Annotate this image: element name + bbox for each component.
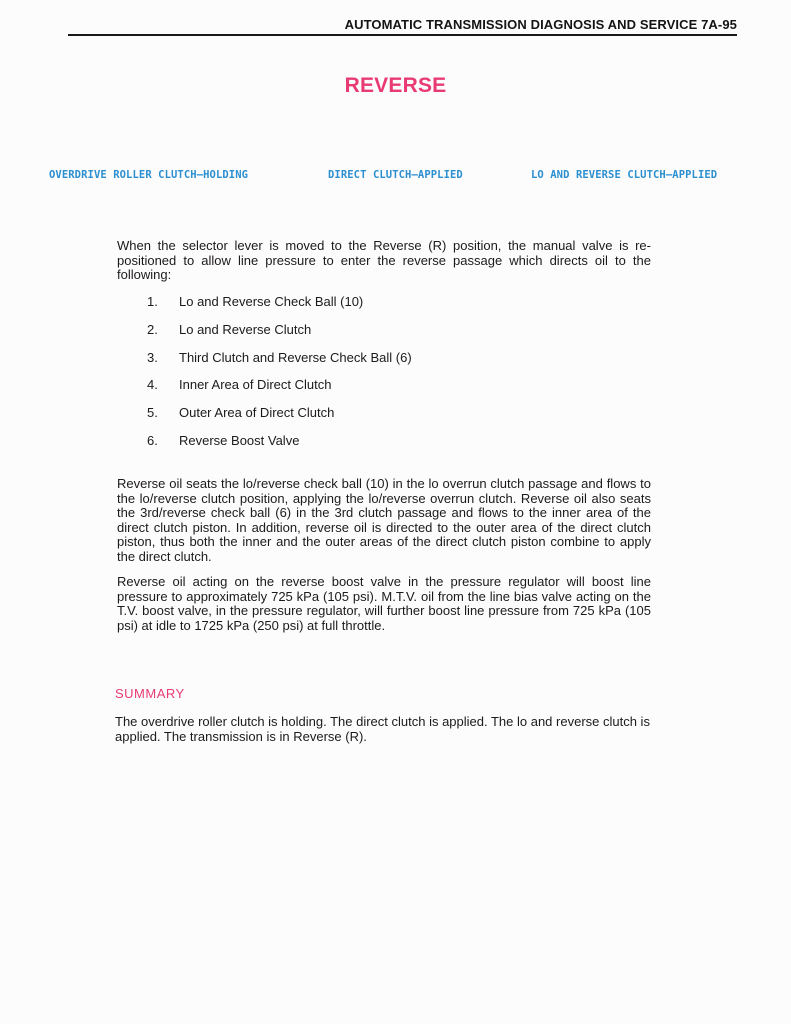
list-item-text: Reverse Boost Valve — [179, 432, 300, 448]
header-rule — [68, 34, 737, 36]
list-item-text: Lo and Reverse Clutch — [179, 321, 312, 337]
list-item-number: 6. — [147, 432, 158, 448]
boost-valve-paragraph: Reverse oil acting on the reverse boost valve in the pressure regulator will boost line pressure to approximately 725 kPa (105 psi). M.T.V. oil from the line bias valve acting on the T.V. boost valve, in the pressure regulator, will further boost line pressure from 725 kPa (105 psi) at idle to 1725 kPa (250 psi) at full throttle. — [117, 574, 651, 633]
list-item — [147, 293, 412, 321]
list-item — [147, 404, 412, 432]
list-item-number: 3. — [147, 349, 158, 365]
running-header: AUTOMATIC TRANSMISSION DIAGNOSIS AND SERVICE 7A-95 — [344, 17, 737, 32]
list-item — [147, 432, 412, 460]
status-overdrive-roller-clutch: OVERDRIVE ROLLER CLUTCH–HOLDING — [49, 169, 249, 181]
list-item-text: Lo and Reverse Check Ball (10) — [179, 294, 364, 309]
list-item-number: 1. — [147, 294, 158, 309]
list-item-text: Outer Area of Direct Clutch — [179, 405, 335, 421]
summary-text: The overdrive roller clutch is holding. The direct clutch is applied. The lo and reverse clutch is applied. The transmission is in Reverse (R). — [115, 714, 650, 744]
status-direct-clutch: DIRECT CLUTCH–APPLIED — [328, 169, 463, 181]
list-item-number: 4. — [147, 377, 158, 393]
page-title: REVERSE — [344, 74, 447, 97]
reverse-oil-paragraph: Reverse oil seats the lo/reverse check ball (10) in the lo overrun clutch passage and flows to the lo/reverse clutch position, applying the lo/reverse overrun clutch. Reverse oil also seats the 3rd/reverse check ball (6) in the 3rd clutch passage and flows to the inner area of the direct clutch piston. In addition, reverse oil is directed to the outer area of the direct clutch piston, thus both the inner and the outer areas of the direct clutch piston combine to apply the direct clutch. — [117, 476, 651, 564]
list-item-text: Inner Area of Direct Clutch — [179, 377, 332, 393]
summary-heading: SUMMARY — [115, 686, 185, 701]
list-item — [147, 376, 412, 404]
intro-paragraph: When the selector lever is moved to the Reverse (R) position, the manual valve is re-positioned to allow line pressure to enter the reverse passage which directs oil to the following: — [117, 238, 651, 282]
list-item — [147, 321, 412, 349]
list-item-text: Third Clutch and Reverse Check Ball (6) — [179, 349, 412, 365]
list-item-number: 5. — [147, 405, 158, 421]
oil-path-list — [147, 293, 412, 460]
list-item-number: 2. — [147, 321, 158, 337]
list-item — [147, 349, 412, 377]
status-lo-reverse-clutch: LO AND REVERSE CLUTCH–APPLIED — [531, 169, 718, 181]
